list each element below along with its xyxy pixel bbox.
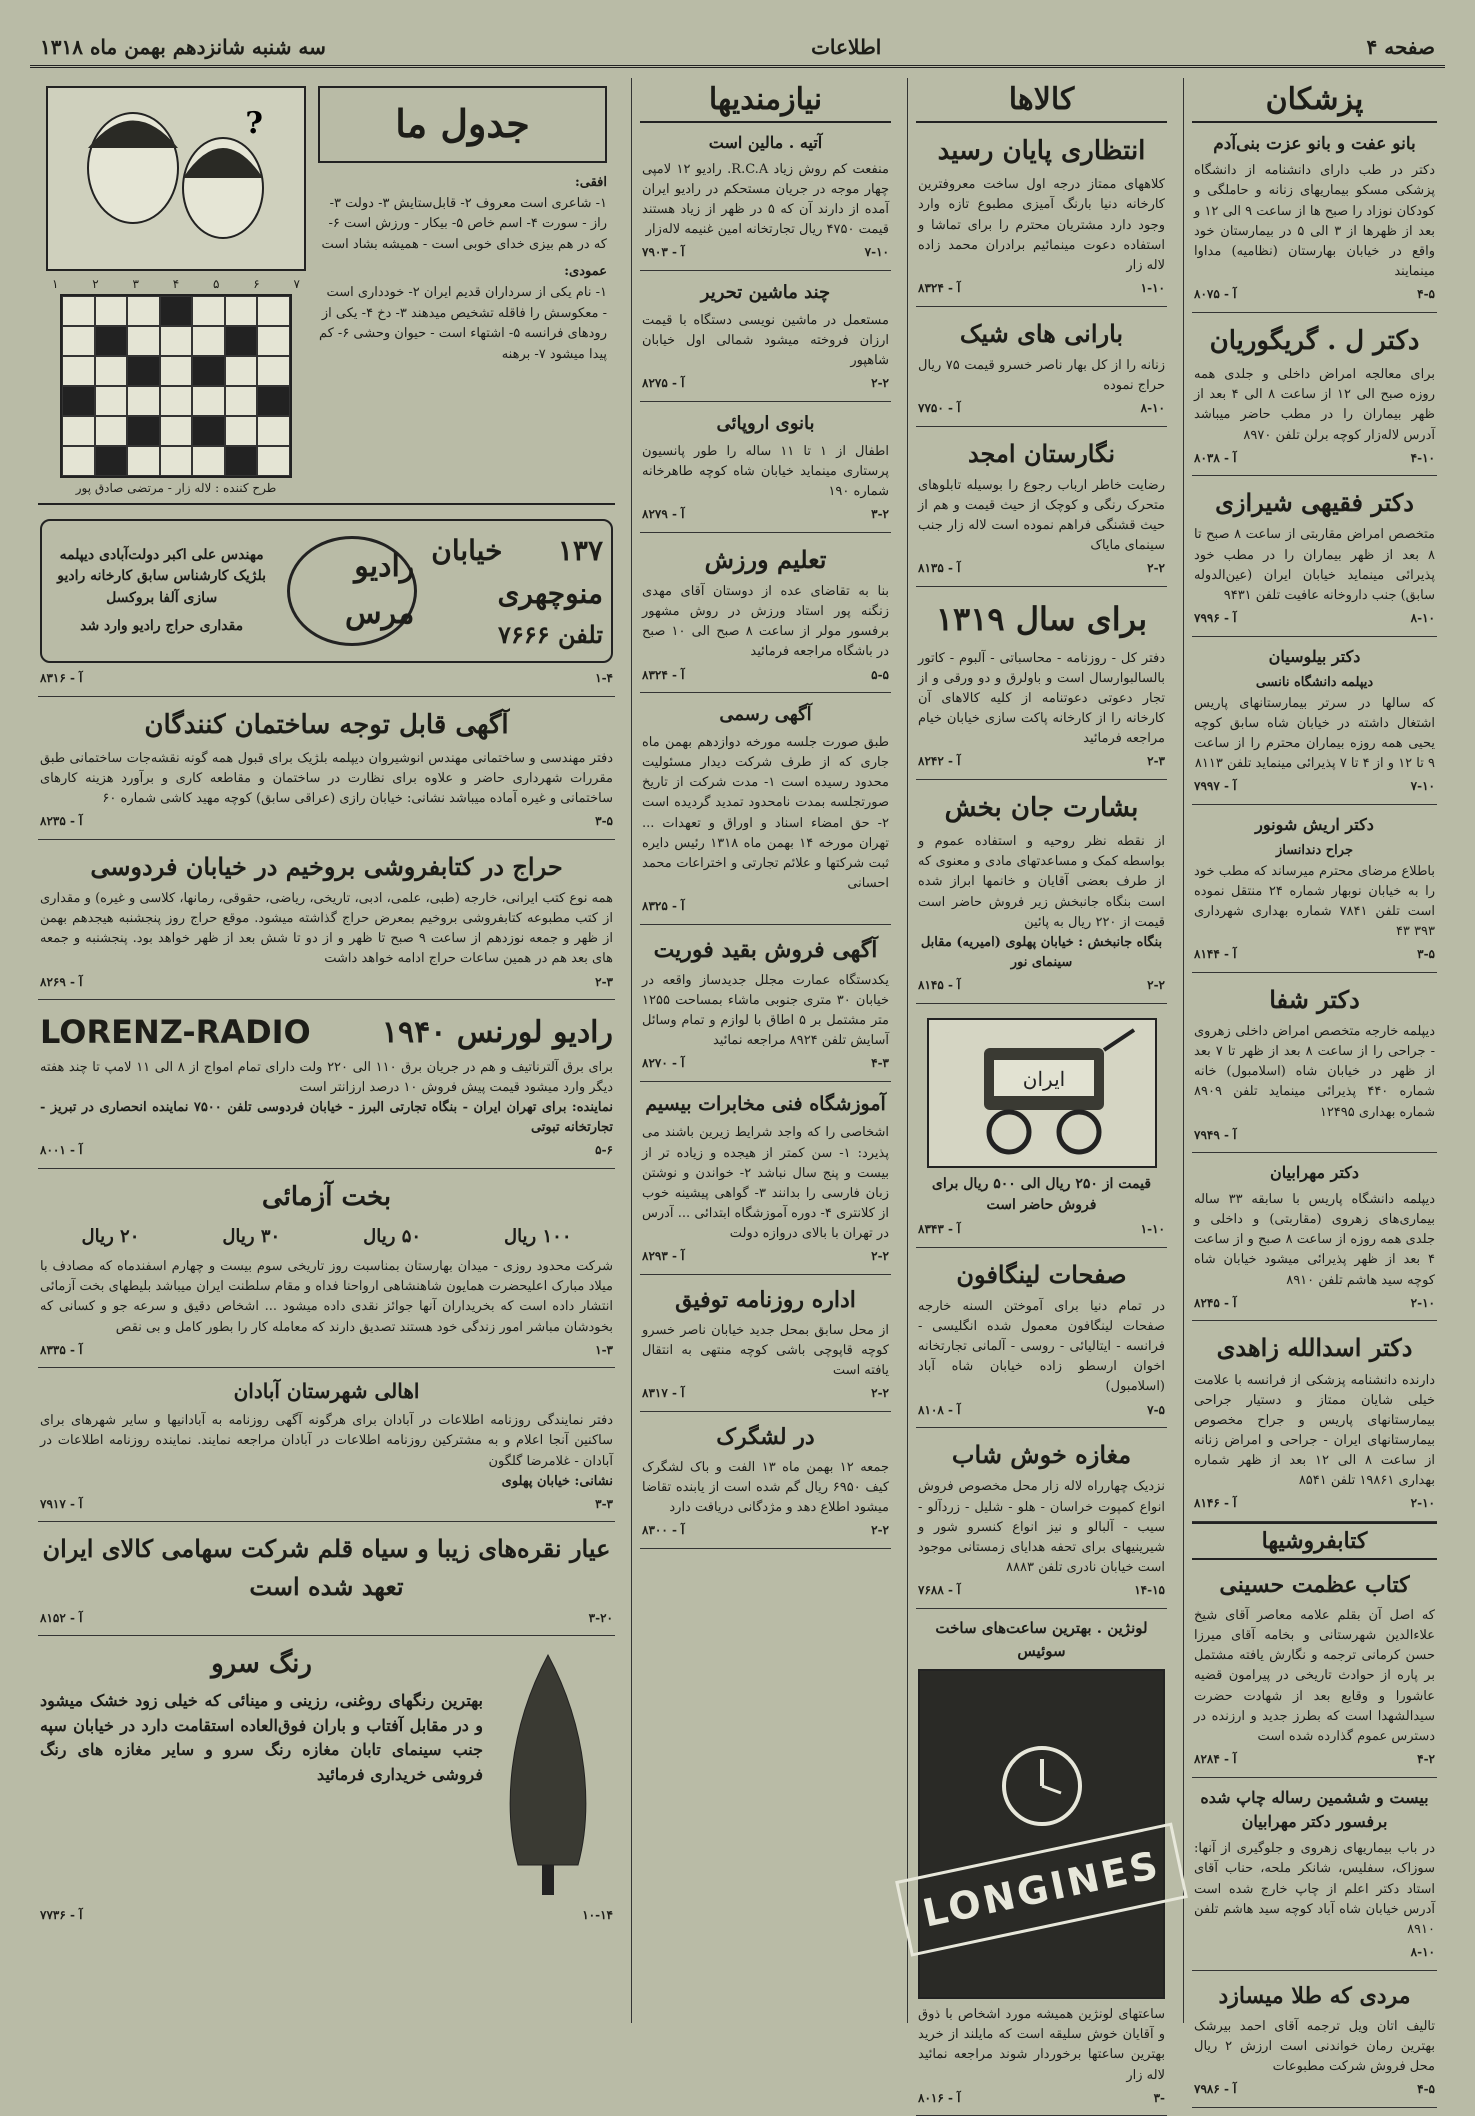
- lottery-ad: [38, 1169, 615, 1368]
- classified-ad: [916, 587, 1167, 780]
- radio-note: مقداری حراج رادیو وارد شد: [80, 617, 244, 634]
- crossword-title: جدول ما: [318, 86, 607, 163]
- ad-code: آ - ۸۲۷۵ ۲-۲: [642, 376, 889, 391]
- classified-ad: [1192, 1321, 1437, 1522]
- ad-title: بانو عفت و بانو عزت بنی‌آدم: [1213, 134, 1416, 154]
- prize: ۵۰ ریال: [363, 1226, 422, 1248]
- ad-body: شرکت محدود روزی - میدان بهارستان بمناسبت روز تاریخی سوم بیست و چهارم اسفندماه که مصادف با میلاد مبارک اعلیحضرت همایون شاهنشاهی ارواحنا فداه و مقام سلطنت ایران میباشد بلیطهای بخت آزمائی انتشار داده است که بخریداران آنها جوائز نقدی داده میشود ... اشخاص دقیق و سرعه جو و کسانی که بخودشان مباشر امور زندگی خود هستند تصدیق دارند که معامله کار را بطور کامل و بی نقص: [40, 1259, 613, 1335]
- classified-ad: [38, 697, 615, 840]
- ad-title: برای سال ۱۳۱۹: [935, 600, 1148, 638]
- ad-body: در تمام دنیا برای آموختن السنه خارجه صفحات لینگافون معمول شده انگلیسی - فرانسه - ایتالیائی - روسی - آلمانی تجارتخانه اخوان ارسطو زاده خیابان شاه آباد (اسلامبول): [918, 1298, 1165, 1395]
- classified-ad: [640, 533, 891, 693]
- ad-price: قیمت از ۲۵۰ ریال الی ۵۰۰ ریال برای فروش حاضر است: [931, 1175, 1152, 1214]
- ad-code: آ - ۷۹۰۳ ۷-۱۰: [642, 245, 889, 260]
- ad-body: برای برق آلترناتیف و هم در جریان برق ۱۱۰ الی ۲۲۰ ولت دارای تمام امواج از ۸ الی ۱۱ لامپ تا چند هفته دیگر وارد میشود قیمت پیش فروش ۱۰ درصد ارزانتر است: [40, 1059, 614, 1095]
- ad-body: مستعمل در ماشین نویسی دستگاه با قیمت ارزان فروخته میشود شمالی اول خیابان شاهپور: [642, 312, 889, 369]
- longines-illustration: [918, 1669, 1165, 1999]
- classified-ad: [1192, 1153, 1437, 1321]
- ad-title: انتظاری پایان رسید: [937, 136, 1146, 166]
- masthead: [30, 28, 1445, 68]
- column-needs: [631, 78, 899, 2023]
- paint-ad: [38, 1636, 615, 1933]
- radio-phone: تلفن ۷۶۶۶: [498, 619, 603, 649]
- ad-body: از محل سابق بمحل جدید خیابان ناصر خسرو کوچه قاپوچی باشی کوچه منتهی به انتقال یافته است: [642, 1322, 889, 1379]
- crossword-clues: [318, 86, 607, 495]
- official-notice: [640, 693, 891, 925]
- paper-name: اطلاعات: [811, 34, 882, 59]
- ad-title: دکتر اسدالله زاهدی: [1216, 1333, 1413, 1363]
- ad-code: آ - ۸۲۷۹ ۳-۲: [642, 507, 889, 522]
- ad-code: آ - ۸۳۰۰ ۲-۲: [642, 1523, 889, 1538]
- ad-title: صفحات لینگافون: [956, 1259, 1127, 1289]
- ad-title: دکتر بیلوسیان: [1268, 646, 1361, 666]
- classified-ad: [1192, 973, 1437, 1153]
- ad-code: آ - ۸۲۴۵ ۲-۱۰: [1194, 1295, 1435, 1310]
- ad-code: آ - ۸۱۴۵ ۲-۲: [918, 978, 1165, 993]
- classified-ad: [1192, 637, 1437, 805]
- classified-ad: [916, 1248, 1167, 1428]
- ad-body: دکتر در طب دارای دانشنامه از دانشگاه پزشکی مسکو بیماریهای زنانه و حاملگی و کودکان نوزاد را صبح ها از ساعت ۹ الی ۱۲ و بعد از ظهرها از ۳ الی ۵ در بیمارستان خود واقع در خیابان بهارستان (نظامیه) مداوا مینمایند: [1194, 163, 1435, 280]
- stroller-illustration: [927, 1018, 1157, 1168]
- ad-subtitle: جراح دندانساز: [1275, 843, 1354, 859]
- classified-ad: [640, 1275, 891, 1412]
- ad-body: دفتر مهندسی و ساختمانی مهندس انوشیروان دیپلمه بلژیک برای قبول همه گونه نقشه‌جات ساختمانی طبق مقررات شهرداری حاضر و علاوه برای نظارت در ساختمان و مقاطعه کاری و برآورد هزینه کارهای ساختمانی و غیره آماده میباشد نشانی: خیابان رازی (عراقی سابق) کوچه مهید کاشی شماره ۶۰: [40, 750, 613, 807]
- ad-code: آ - ۸۲۶۹ ۲-۳: [40, 974, 613, 989]
- prize: ۱۰۰ ریال: [503, 1226, 572, 1248]
- ad-code: آ - ۷۷۳۶ ۱۰-۱۴: [40, 1908, 613, 1923]
- ad-title: دکتر اریش شونور: [1255, 814, 1374, 834]
- stroller-ad: [916, 1004, 1167, 1248]
- ad-title: کتاب عظمت حسینی: [1219, 1571, 1410, 1598]
- ad-title: آگهی فروش بقید فوریت: [653, 936, 878, 963]
- ad-body: کلاههای ممتاز درجه اول ساخت معروفترین کارخانه دنیا بارنگ آمیزی مطبوع تازه وارد وجود دارد مشتریان محترم را برای تماشا و استفاده دعوت مینمائیم برادران محمد زاده لاله زار: [918, 177, 1165, 273]
- longines-ad: [916, 1609, 1167, 2116]
- ad-body: باطلاع مرضای محترم میرساند که مطب خود را به خیابان نوبهار شماره ۲۴ منتقل نموده است تلفن ۷۸۴۱ شماره بهداری شهرداری ۳۹۳ ۴۳: [1194, 863, 1436, 940]
- ad-code: آ - ۷۹۸۶ ۴-۵: [1194, 2082, 1435, 2097]
- ad-title: نگارستان امجد: [967, 438, 1116, 468]
- radio-engineer: مهندس علی اکبر دولت‌آبادی دیپلمه بلژیک کارشناس سابق کارخانه رادیو سازی آلفا بروکسل: [57, 546, 267, 606]
- ad-body: طبق صورت جلسه مورخه دوازدهم بهمن ماه جاری که از طرف شرکت دیدار مسئولیت محدود رسیده است ۱- مدت شرکت از تاریخ صورتجلسه بمدت نامحدود تمدید گردیده است ۲- حق امضاء اسناد و اوراق و تعهدات ... تهران مورخه ۱۴ بهمن ماه ۱۳۱۸ رئیس دایره ثبت شرکتها و علائم تجارتی و اختراعات محمد احسانی: [642, 735, 890, 891]
- cypress-tree-icon: [493, 1650, 603, 1900]
- column-header: کالاها: [916, 78, 1167, 123]
- crossword-section: [38, 78, 615, 505]
- ad-title: بارانی های شیک: [959, 318, 1124, 348]
- ad-body: منفعت کم روش زیاد R.C.A. رادیو ۱۲ لامپی چهار موجه در جریان مستحکم در رادیو ایران آمده از دارند آن که ۵ در ظهر از زیاد هستند قیمت ۴۷۵۰ ریال تجارتخانه امین غنیمه لاله‌زار: [642, 161, 889, 238]
- ad-title: بیست و ششمین رساله چاپ شده برفسور دکتر مهرابیان: [1200, 1787, 1429, 1832]
- newspaper-page: [30, 28, 1445, 2105]
- lorenz-header: [40, 1008, 613, 1058]
- ad-code: آ - ۸۰۰۱ ۵-۶: [40, 1143, 613, 1158]
- column-header: نیازمندیها: [640, 78, 891, 123]
- ad-title: مغازه خوش شاب: [951, 1440, 1132, 1470]
- book-ad: [1192, 1560, 1437, 1778]
- ad-code: آ - ۸۲۸۴ ۴-۲: [1194, 1752, 1435, 1767]
- ad-code: آ - ۸۰۳۸ ۴-۱۰: [1194, 450, 1435, 465]
- ad-title: آگهی رسمی: [719, 704, 812, 726]
- ad-body: همه نوع کتب ایرانی، خارجه (طبی، علمی، ادبی، تاریخی، ریاضی، حقوقی، رمانها، کلاسی و غیره) و مقداری از کتب مطبوعه کتابفروشی بروخیم بمعرض حراج گذاشته میشود. موقع حراج روز پنجشنبه هیجدهم بهمن از ظهر و جمعه نوزدهم از ساعت ۹ صبح تا ظهر و از دو تا شش بعد از ظهر خواهد بود. پنجشنبه و جمعه های بعد هم در همین ساعات حراج ادامه خواهد داشت: [40, 891, 613, 967]
- ad-title: بخت آزمائی: [261, 1181, 392, 1212]
- classified-ad: [38, 840, 615, 1000]
- down-label: عمودی:: [564, 263, 607, 279]
- ad-title: آموزشگاه فنی مخابرات بیسیم: [645, 1092, 886, 1115]
- radio-address: ۱۳۷ خیابان منوچهری: [431, 534, 603, 611]
- ad-body: متخصص امراض مقاربتی از ساعت ۸ صبح تا ۸ بعد از ظهر بیماران را در مطب خود پذیرائی مینماید خیابان ایران (عین‌الدوله سابق) جنب داروخانه عافیت تلفن ۹۴۳۱: [1194, 527, 1435, 603]
- ad-code: آ - ۷۹۹۷ ۷-۱۰: [1194, 779, 1435, 794]
- ad-code: آ - ۸۲۳۵ ۳-۵: [40, 814, 613, 829]
- ad-title: آتیه . مالین است: [708, 133, 823, 152]
- column-wide: [30, 78, 623, 2023]
- ad-title: بانوی اروپائی: [716, 412, 815, 434]
- crossword-grid-area: [46, 86, 306, 495]
- ad-title: دکتر فقیهی شیرازی: [1215, 488, 1414, 518]
- ad-code: آ - ۸۰۷۵ ۴-۵: [1194, 287, 1435, 302]
- ad-body: برای معالجه امراض داخلی و جلدی همه روزه صبح الی ۱۲ از ساعت ۸ الی ۴ بعد از ظهر بیماران را در مطب حاضر میباشد آدرس لاله‌زار کوچه برلن تلفن ۸۹۷۰: [1194, 367, 1435, 443]
- ad-code: آ - ۸۱۴۴ ۳-۵: [1194, 947, 1435, 962]
- ad-code: آ - ۸۰۱۶ ۳-: [918, 2090, 1165, 2105]
- ad-title: حراج در کتابفروشی بروخیم در خیابان فردوسی: [90, 851, 563, 881]
- crossword-caption: طرح کننده : لاله زار - مرتضی صادق پور: [75, 481, 277, 495]
- down-clues: ۱- نام یکی از سرداران قدیم ایران ۲- خودداری است - معکوسش را فاقله تشخیص میدهند ۳- دخ ۴- یکی از رودهای فرانسه ۵- اشتهاء است - حیوان وحشی ۶- کم پیدا میشود ۷- برهنه: [318, 284, 607, 363]
- ad-title: چند ماشین تحریر: [700, 281, 831, 303]
- ad-body: جمعه ۱۲ بهمن ماه ۱۳ الفت و باک لشگرک کیف ۶۹۵۰ ریال گم شده است از یابنده تقاضا میشود اطلاع دهد و مژدگانی دریافت دارد: [642, 1460, 890, 1516]
- ad-body: نزدیک چهارراه لاله زار محل مخصوص فروش انواع کمپوت خراسان - هلو - شلیل - زردآلو - سیب - آلبالو و نیز انواع کنسرو شور و شیرینیهای برای تحفه هدایای زمستانی موجود است خیابان نادری تلفن ۸۸۸۳: [918, 1479, 1165, 1575]
- classified-ad: [916, 427, 1167, 587]
- ad-body: زنانه را از کل بهار ناصر خسرو قیمت ۷۵ ریال حراج نموده: [918, 357, 1166, 393]
- ad-code: آ - ۸۱۰۸ ۷-۵: [918, 1402, 1165, 1417]
- ad-title: دکتر مهرابیان: [1269, 1163, 1360, 1183]
- lorenz-radio-ad: [38, 1000, 615, 1169]
- ad-title: آگهی قابل توجه ساختمان کنندگان: [144, 709, 509, 740]
- ad-code: آ - ۸۲۹۳ ۲-۲: [642, 1249, 889, 1264]
- column-goods: [907, 78, 1175, 2105]
- classified-ad: [640, 123, 891, 271]
- ad-title: بشارت جان بخش: [944, 792, 1139, 823]
- ad-body: رضایت خاطر ارباب رجوع را بوسیله تابلوهای متحرک رنگی و کوچک از حیث قیمت و هم از حیث قشنگی فراهم نموده است لاله زار جنب سینمای مایاک: [918, 477, 1165, 554]
- ad-code: آ - ۸۳۴۳ ۱-۱۰: [918, 1222, 1165, 1237]
- ad-body: بهترین رنگهای روغنی، رزینی و مینائی که خیلی زود خشک میشود و در مقابل آفتاب و باران فوق‌العاده استقامت دارد در خیابان سپه جنب سینمای تابان مغازه رنگ سرو و سایر مغازه های رنگ فروشی خریداری فرمائید: [40, 1690, 483, 1785]
- ad-code: آ - ۸۱۵۲ ۳-۲۰: [40, 1610, 613, 1625]
- ad-code: آ - ۷۹۹۶ ۸-۱۰: [1194, 610, 1435, 625]
- ad-code: آ - ۸۳۳۵ ۱-۳: [40, 1342, 613, 1357]
- ad-body: اطفال از ۱ تا ۱۱ ساله را طور پانسیون پرستاری مینماید خیابان شاه کوچه طاهرخانه شماره ۱۹۰: [642, 443, 889, 500]
- ad-body: دیپلمه خارجه متخصص امراض داخلی زهروی - جراحی را از ساعت ۸ بعد از ظهر تا ۷ بعد از ظهر در خیابان شاه (اسلامبول) خانه شماره ۴۴۰ پذیرائی مینماید تلفن ۸۹۰۹ شماره بهداری ۱۲۴۹۵: [1194, 1023, 1435, 1120]
- ad-address: نشانی: خیابان پهلوی: [501, 1473, 613, 1489]
- crossword-grid: [60, 294, 292, 478]
- ad-agents: نماینده: برای تهران ایران - بنگاه تجارتی البرز - خیابان فردوسی تلفن ۷۵۰۰ نماینده انحصاری در تبریز - تجارتخانه تبوتی: [40, 1100, 613, 1136]
- ad-code: آ - ۸۲۷۰ ۴-۳: [642, 1056, 889, 1071]
- ad-body: در باب بیماریهای زهروی و جلوگیری از آنها: سوزاک، سفلیس، شانکر ملحه، حناب آقای استاد دکتر اعلم از چاپ خارج شده است آدرس خیابان شاه آباد کوچه سید هاشم تلفن ۸۹۱۰: [1194, 1841, 1435, 1937]
- ad-title: رادیو لورنس ۱۹۴۰: [381, 1014, 613, 1050]
- section-header-bookshops: کتابفروشیها: [1192, 1522, 1437, 1560]
- classified-ad: [640, 1412, 891, 1549]
- crossword-column-numbers: ۱ ۲ ۳ ۴ ۵ ۶ ۷: [52, 277, 300, 291]
- classified-ad: [1192, 123, 1437, 313]
- ad-code: آ - ۸۳۱۷ ۲-۲: [642, 1386, 889, 1401]
- book-ad: [1192, 1971, 1437, 2108]
- classified-ad: [1192, 476, 1437, 636]
- ad-body: دفتر نمایندگی روزنامه اطلاعات در آبادان برای هرگونه آگهی روزنامه به آبادانیها و سایر شهرهای برای ساکنین آنجا اعلام و به مشترکین روزنامه اطلاعات در آبادان مراجعه نمایند. نماینده روزنامه اطلاعات در آبادان - غلامرضا گلگون: [40, 1413, 613, 1469]
- ad-title: اداره روزنامه توفیق: [675, 1286, 856, 1313]
- cypress-tree-illustration: [493, 1650, 603, 1900]
- ad-code: آ - ۷۹۱۷ ۳-۳: [40, 1496, 613, 1511]
- classified-ad: [640, 1082, 891, 1275]
- classified-ad: [916, 123, 1167, 307]
- shop-address: بنگاه جانبخش : خیابان پهلوی (امیریه) مقابل سینمای نور: [920, 934, 1163, 971]
- ad-code: آ - ۸۱۳۵ ۲-۲: [918, 561, 1165, 576]
- classified-ad: [640, 402, 891, 533]
- ad-code: آ - ۸۲۴۲ ۲-۳: [918, 754, 1165, 769]
- lorenz-logo: LORENZ-RADIO: [40, 1013, 311, 1052]
- ad-code: آ - ۷۶۸۸ ۱۴-۱۵: [918, 1583, 1165, 1598]
- svg-text:ایران: ایران: [1022, 1066, 1065, 1091]
- ad-code: ۸-۱۰: [1410, 1944, 1435, 1959]
- ad-body: تالیف اتان ویل ترجمه آقای احمد بیرشک بهترین رمان خواندنی است ارزش ۲ ریال محل فروش شرکت مطبوعات: [1194, 2018, 1435, 2074]
- classified-ad: [916, 307, 1167, 427]
- classified-ad: [1192, 805, 1437, 973]
- radio-logo: رادیو مرس: [287, 536, 417, 646]
- faces-illustration-icon: [48, 88, 304, 269]
- ad-title: مردی که طلا میسازد: [1218, 1982, 1411, 2009]
- longines-logo: LONGINES: [895, 1822, 1188, 1956]
- ad-code: آ - ۸۳۲۵: [642, 899, 685, 914]
- ad-title: لونژین . بهترین ساعت‌های ساخت سوئیس: [935, 1618, 1148, 1660]
- prize: ۳۰ ریال: [222, 1226, 281, 1248]
- crossword-illustration: [46, 86, 306, 271]
- ad-code: آ - ۷۷۵۰ ۸-۱۰: [918, 401, 1165, 416]
- ad-code: آ - ۸۳۱۶ ۱-۴: [40, 670, 613, 685]
- ad-body: که اصل آن بقلم علامه معاصر آقای شیخ علاءالدین شهرستانی و بخامه آقای میرزا حسن کرمانی ترجمه و نگارش یافته مشتمل بر پاره از حوادث تاریخی در پیرامون قضیه عاشورا و وقایع بعد از شهادت حضرت سیدالشهدا است که بطرز جدید و ارزنده در دسترس عموم گذارده شده است: [1194, 1608, 1435, 1744]
- ad-subtitle: دیپلمه دانشگاه نانسی: [1255, 675, 1374, 691]
- ad-title: دکتر شفا: [1269, 984, 1360, 1014]
- across-clues: ۱- شاعری است معروف ۲- قابل‌ستایش ۳- دولت ۳- راز - سورت ۴- اسم خاص ۵- بیکار - ورزش است ۶- که در هم بیزی خدای خوبی است - همیشه بشاد است: [321, 195, 607, 253]
- radio-ad: [38, 505, 615, 697]
- classified-ad: [38, 1368, 615, 1522]
- page-number: صفحه ۴: [1366, 34, 1435, 59]
- ad-code: آ - ۸۳۲۴ ۵-۵: [642, 667, 889, 682]
- ad-title: تعلیم ورزش: [704, 544, 827, 574]
- ad-code: آ - ۸۳۲۴ ۱-۱۰: [918, 281, 1165, 295]
- ad-body: اشخاصی را که واجد شرایط زیرین باشند می پذیرد: ۱- سن کمتر از هیجده و زیاده تر از بیست و پنج سال نباشد ۲- خواندن و نوشتن زبان فارسی را بدانند ۳- گواهی پیشینه خوب از کلانتری ۴- دوره آموزشگاه ابتدائی ... آدرس در تهران با بالای دروازه دولت: [642, 1125, 889, 1242]
- column-doctors: [1183, 78, 1445, 2097]
- ad-title: عیار نقره‌های زیبا و سیاه قلم شرکت سهامی کالای ایران تعهد شده است: [42, 1534, 611, 1601]
- classified-ad: [1192, 313, 1437, 476]
- classified-ad: [640, 925, 891, 1082]
- issue-date: سه شنبه شانزدهم بهمن ماه ۱۳۱۸: [40, 34, 326, 59]
- ad-body: دارنده دانشنامه پزشکی از فرانسه با علامت خیلی شایان ممتاز و دستیار جراحی بیمارستانهای پاریس و جراح مخصوص بیمارستانهای ایران - جراحی و امراض زنانه از ساعت ۸ الی ۱۲ بعد از ظهر شماره بهداری ۱۹۸۶۱ تلفن ۸۵۴۱: [1194, 1372, 1435, 1489]
- ad-body: ساعتهای لونژین همیشه مورد اشخاص با ذوق و آقایان خوش سلیقه است که مایلند از خرید بهترین ساعتها برخوردار شوند مراجعه نمائید لاله زار: [918, 2007, 1165, 2083]
- prize: ۲۰ ریال: [81, 1226, 140, 1248]
- across-label: افقی:: [574, 174, 607, 190]
- ad-body: که سالها در سرتر بیمارستانهای پاریس اشتغال داشته در خیابان شاه سابق کوچه یحیی همه روزه بیماران محترم را از ساعت ۹ تا ۱۲ و از ۴ تا ۷ پذیرائی مینماید تلفن ۸۱۱۳: [1194, 695, 1435, 771]
- ad-title: در لشگرک: [716, 1423, 815, 1450]
- ad-body: دفتر کل - روزنامه - محاسباتی - آلبوم - کاتور بالسالبوارسال است و باولرق و دو ورقی و از تجار دعوتی دعوتنامه از کلیه کالاهای آن کارخانه را از کارخانه پاکت سازی خیابان خیام مراجعه فرمائید: [918, 650, 1165, 747]
- ad-code: آ - ۸۱۴۶ ۲-۱۰: [1194, 1496, 1435, 1511]
- ad-body: یکدستگاه عمارت مجلل جدیدساز واقعه در خیابان ۳۰ متری جنوبی ماشاء بمساحت ۱۲۵۵ متر مشتمل بر ۵ اطاق با لوازم و تمام وسائل آسایش تلفن ۸۹۲۴ مراجعه نمائید: [642, 972, 889, 1049]
- ad-code: آ - ۷۹۴۹: [1194, 1127, 1237, 1142]
- classified-ad: [38, 1522, 615, 1636]
- classified-ad: [916, 1428, 1167, 1608]
- classified-ad: [640, 271, 891, 402]
- ad-title: رنگ سرو: [211, 1649, 312, 1680]
- ad-body: بنا به تقاضای عده از دوستان آقای مهدی زنگنه پور استاد ورزش در روش مشهور برفسور مولر از ساعت ۸ صبح الی ۱۰ صبح در باشگاه مراجعه فرمائید: [642, 583, 889, 660]
- ad-title: دکتر ل . گریگوریان: [1209, 325, 1420, 356]
- watch-icon: [997, 1741, 1087, 1831]
- ad-body: از نقطه نظر روحیه و استفاده عموم و بواسطه کمک و مساعدتهای مادی و معنوی که از طرف بعضی آقایان و خانمها ابراز شده است بنگاه جانبخش زیر فروش حاضر است قیمت از ۲۲۰ ریال به پائین: [918, 834, 1165, 930]
- classified-ad: [916, 780, 1167, 1004]
- stroller-icon: [929, 1020, 1155, 1166]
- book-ad: [1192, 1778, 1437, 1971]
- prize-list: [40, 1223, 613, 1251]
- svg-text:?: ?: [245, 106, 263, 141]
- ad-title: اهالی شهرستان آبادان: [233, 1379, 420, 1404]
- ad-body: دیپلمه دانشگاه پاریس با سابقه ۳۳ ساله بیماری‌های زهروی (مقاربتی) و داخلی و جلدی همه روزه از ساعت ۸ صبح و از ساعت ۴ بعد از ظهر پذیرائی میشود خیابان شاه کوچه سید هاشم تلفن ۸۹۱۰: [1194, 1192, 1435, 1288]
- column-header: پزشکان: [1192, 78, 1437, 123]
